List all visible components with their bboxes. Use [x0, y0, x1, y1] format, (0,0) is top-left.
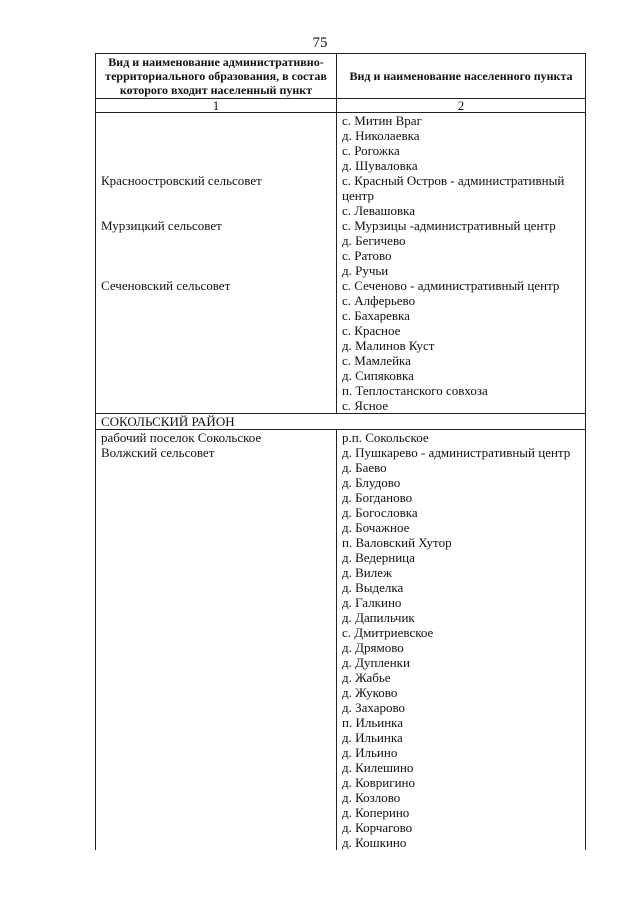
admin-unit-cell: [96, 113, 337, 414]
admin-unit-name: [101, 143, 336, 158]
settlement-name: д. Ведерница: [342, 550, 415, 565]
column-header-admin-unit: Вид и наименование административно-территориального образования, в состав которого входит населенный пункт: [96, 54, 337, 99]
admin-unit-name: Мурзицкий сельсовет: [101, 218, 222, 233]
settlement-name: п. Ильинка: [342, 715, 404, 730]
settlement-name: д. Захарово: [342, 700, 406, 715]
settlement-name: д. Богданово: [342, 490, 413, 505]
settlement-name: д. Бегичево: [342, 233, 406, 248]
settlement-name: д. Вилеж: [342, 565, 392, 580]
settlement-name: р.п. Сокольское: [342, 430, 429, 445]
section-title: СОКОЛЬСКИЙ РАЙОН: [96, 414, 586, 430]
column-header-settlement: Вид и наименование населенного пункта: [337, 54, 586, 99]
settlement-name: п. Валовский Хутор: [342, 535, 452, 550]
settlement-name: с. Сеченово - административный центр: [342, 278, 560, 293]
settlement-name: центр: [342, 188, 375, 203]
settlement-name: с. Ясное: [342, 398, 389, 413]
column-number-2: 2: [337, 99, 586, 113]
admin-unit-name: Сеченовский сельсовет: [101, 278, 231, 293]
admin-unit-name: [101, 113, 336, 128]
settlement-name: п. Теплостанского совхоза: [342, 383, 488, 398]
admin-unit-name: [101, 263, 336, 278]
settlement-name: д. Выделка: [342, 580, 404, 595]
settlement-name: с. Дмитриевское: [342, 625, 434, 640]
settlement-name: с. Мамлейка: [342, 353, 411, 368]
settlement-name: с. Красное: [342, 323, 401, 338]
section-row: [96, 414, 586, 430]
settlement-cell: [337, 113, 586, 414]
settlement-name: с. Алферьево: [342, 293, 416, 308]
settlement-name: д. Шуваловка: [342, 158, 418, 173]
settlement-name: д. Жабье: [342, 670, 391, 685]
admin-unit-name: [101, 248, 336, 263]
settlement-name: с. Митин Враг: [342, 113, 422, 128]
settlement-name: д. Дупленки: [342, 655, 410, 670]
settlement-name: д. Килешино: [342, 760, 414, 775]
settlement-name: д. Корчагово: [342, 820, 413, 835]
settlement-name: с. Мурзицы -административный центр: [342, 218, 556, 233]
settlement-name: д. Ильино: [342, 745, 398, 760]
admin-unit-name: [101, 203, 336, 218]
settlement-name: д. Козлово: [342, 790, 401, 805]
admin-unit-name: [101, 233, 336, 248]
admin-unit-name: рабочий поселок Сокольское: [101, 430, 262, 445]
settlement-name: с. Ратово: [342, 248, 392, 263]
settlement-name: д. Богословка: [342, 505, 418, 520]
settlement-name: д. Бочажное: [342, 520, 410, 535]
settlement-name: д. Дапильчик: [342, 610, 415, 625]
settlement-name: д. Баево: [342, 460, 387, 475]
admin-unit-name: [101, 158, 336, 173]
settlement-name: д. Жуково: [342, 685, 398, 700]
settlement-name: д. Коперино: [342, 805, 410, 820]
settlement-name: д. Малинов Куст: [342, 338, 435, 353]
settlement-name: д. Ковригино: [342, 775, 415, 790]
settlement-name: д. Ильинка: [342, 730, 403, 745]
settlement-name: д. Галкино: [342, 595, 402, 610]
settlement-name: с. Левашовка: [342, 203, 416, 218]
settlement-name: д. Ручьи: [342, 263, 389, 278]
table-row-block1: [96, 113, 586, 414]
settlements-table: [95, 53, 586, 850]
table-row-block2: [96, 430, 586, 851]
column-number-1: 1: [96, 99, 337, 113]
settlement-name: д. Пушкарево - административный центр: [342, 445, 571, 460]
table-header-row: [96, 54, 586, 99]
settlement-name: д. Дрямово: [342, 640, 404, 655]
settlement-name: с. Рогожка: [342, 143, 400, 158]
admin-unit-name: Волжский сельсовет: [101, 445, 215, 460]
column-number-row: [96, 99, 586, 113]
settlement-cell: [337, 430, 586, 851]
admin-unit-cell: [96, 430, 337, 851]
admin-unit-name: [101, 188, 336, 203]
settlement-name: д. Кошкино: [342, 835, 407, 850]
settlement-name: с. Бахаревка: [342, 308, 410, 323]
page-number: 75: [312, 35, 328, 51]
settlement-name: д. Блудово: [342, 475, 401, 490]
settlement-name: д. Сипяковка: [342, 368, 414, 383]
settlement-name: с. Красный Остров - административный: [342, 173, 565, 188]
settlement-name: д. Николаевка: [342, 128, 420, 143]
admin-unit-name: Красноостровский сельсовет: [101, 173, 262, 188]
admin-unit-name: [101, 128, 336, 143]
